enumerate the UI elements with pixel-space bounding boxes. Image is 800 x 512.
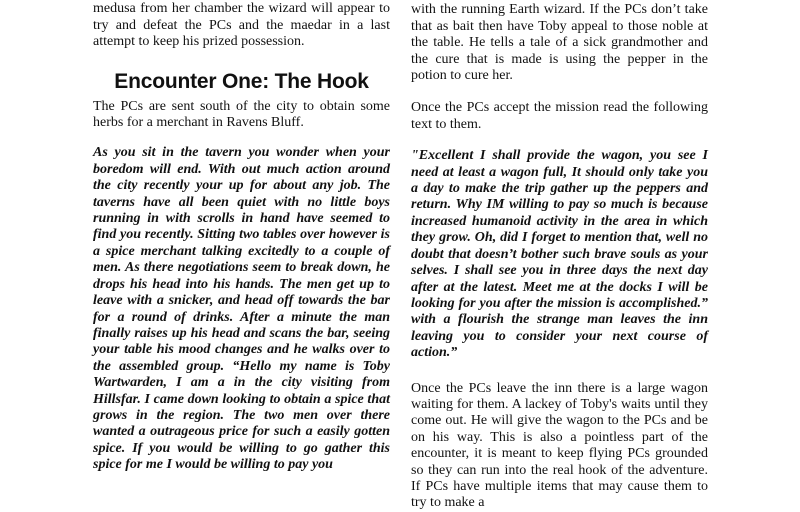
accept-mission-paragraph: Once the PCs accept the mission read the following text to them. <box>411 100 708 132</box>
setup-paragraph: The PCs are sent south of the city to obtain some herbs for a merchant in Ravens Bluff. <box>93 98 390 131</box>
read-aloud-text-merchant: "Excellent I shall provide the wagon, you see I need at least a wagon full, It should only take you a day to make the trip gather up the peppers and return. Why IM willing to pay so much is because increased humanoid activity in the area in which they grow. Oh, did I forget to mention that, well no doubt that doesn’t bother such brave souls as your selves. I shall see you in three days the next day after at the latest. Meet me at the docks I will be looking for you after the mission is accomplished.” with a flourish the strange man leaves the inn leaving you to consider your next course of action.” <box>411 148 708 361</box>
read-aloud-text-tavern: As you sit in the tavern you wonder when your boredom will end. With out much action around the city recently your up for about any job. The taverns have all been quiet with no little boys running in with scrolls in hand have seemed to find you recently. Sitting two tables over however is a spice merchant talking excitedly to a couple of men. As there negotiations seem to break down, he drops his head into his hands. The men get up to leave with a snicker, and head off towards the bar for a round of drinks. After a minute the man finally raises up his head and scans the bar, seeing your table his mood changes and he walks over to the assembled group. “Hello my name is Toby Wartwarden, I am a in the city visiting from Hillsfar. I came down looking to obtain a spice that grows in the region. The two men over there wanted a outrageous price for such a easily gotten spice. If you would be willing to go gather this spice for me I would be willing to pay you <box>93 145 390 473</box>
wagon-paragraph: Once the PCs leave the inn there is a large wagon waiting for them. A lackey of Toby's waits until they come out. He will give the wagon to the PCs and be on his way. This is also a pointless part of the encounter, it is meant to keep flying PCs grounded so they can run into the real hook of the adventure. If PCs have multiple items that may cause them to try to make a <box>411 380 708 511</box>
intro-paragraph-tail: medusa from her chamber the wizard will appear to try and defeat the PCs and the maedar in a last attempt to keep his prized possession. <box>93 1 390 50</box>
hook-paragraph-tail: with the running Earth wizard. If the PCs don’t take that as bait then have Toby appeal to those noble at the table. He tells a tale of a sick grandmother and the cure that is made is using the pepper in the potion to cure her. <box>411 2 708 84</box>
right-column <box>411 0 708 512</box>
section-heading: Encounter One: The Hook <box>114 69 369 93</box>
left-column <box>93 0 390 474</box>
